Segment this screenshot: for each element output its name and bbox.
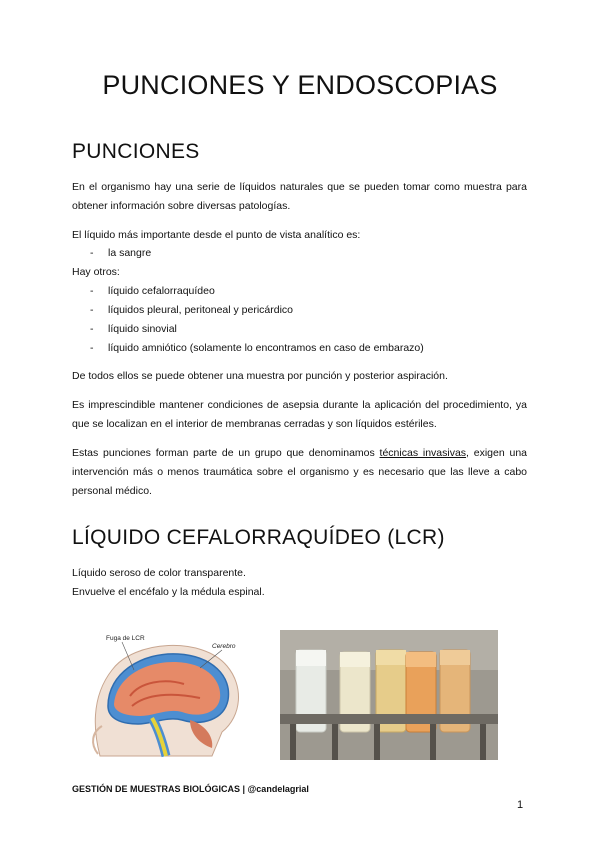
list-item: - líquido amniótico (solamente lo encontramos en caso de embarazo) — [90, 339, 424, 358]
fuga-lcr-label: Fuga de LCR — [106, 635, 145, 642]
lcr-description-line1: Líquido seroso de color transparente. — [72, 567, 246, 579]
section-heading-punciones: PUNCIONES — [72, 140, 200, 163]
list-main-liquid — [90, 244, 151, 263]
paragraph-liquido-importante: El líquido más importante desde el punto de vista analítico es: — [72, 229, 361, 241]
brain-anatomy-figure — [72, 628, 257, 758]
text-segment: Estas punciones forman parte de un grupo que denominamos — [72, 447, 380, 459]
paragraph-tecnicas-invasivas — [72, 444, 527, 501]
list-item: - líquido sinovial — [90, 320, 424, 339]
page-title: PUNCIONES Y ENDOSCOPIAS — [102, 70, 498, 100]
section-heading-lcr: LÍQUIDO CEFALORRAQUÍDEO (LCR) — [72, 526, 445, 549]
paragraph-puncion: De todos ellos se puede obtener una muestra por punción y posterior aspiración. — [72, 370, 448, 382]
list-item: - la sangre — [90, 244, 151, 263]
lcr-tubes-photo — [280, 630, 498, 760]
paragraph-intro: En el organismo hay una serie de líquidos naturales que se pueden tomar como muestra para obtener información sobre diversas patologías. — [72, 181, 527, 212]
paragraph-otros: Hay otros: — [72, 266, 120, 278]
list-other-liquids — [90, 282, 424, 358]
list-item: - líquido cefalorraquídeo — [90, 282, 424, 301]
tecnicas-invasivas-term: técnicas invasivas — [379, 447, 467, 459]
brain-illustration — [72, 628, 257, 758]
footer-text: GESTIÓN DE MUESTRAS BIOLÓGICAS | @candelagrial — [72, 784, 309, 794]
page-number: 1 — [517, 799, 524, 811]
tubes-illustration — [280, 630, 498, 760]
lcr-description-line2: Envuelve el encéfalo y la médula espinal. — [72, 586, 265, 598]
paragraph-asepsia: Es imprescindible mantener condiciones de asepsia durante la aplicación del procedimiento, ya que se localizan en el interior de membranas cerradas y son líquidos estériles. — [72, 399, 527, 430]
text-segment: , exigen una intervención más o menos traumática sobre el organismo y es necesario que las lleve a cabo personal médico. — [72, 447, 528, 497]
list-item: - líquidos pleural, peritoneal y pericárdico — [90, 301, 424, 320]
cerebro-label: Cerebro — [212, 643, 236, 650]
